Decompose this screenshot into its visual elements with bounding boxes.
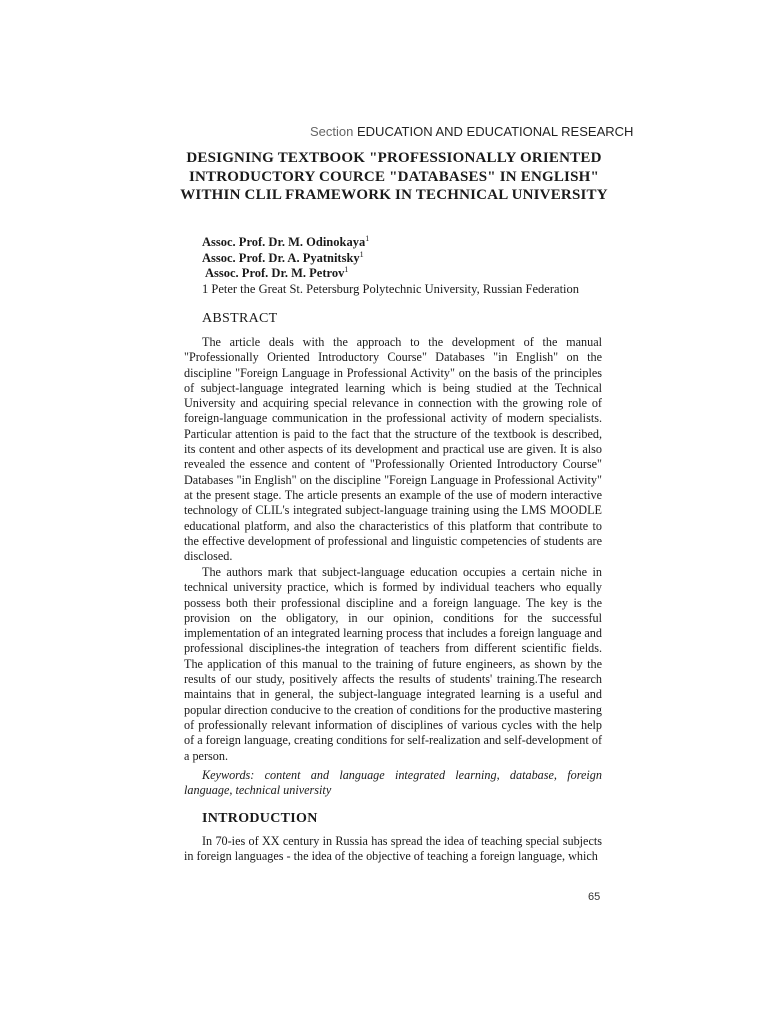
introduction-heading: INTRODUCTION — [202, 811, 318, 826]
author-name: Assoc. Prof. Dr. M. Petrov — [205, 266, 345, 280]
affiliation-mark: 1 — [359, 249, 364, 259]
introduction-paragraph-1 — [184, 834, 602, 873]
affiliation-number: 1 — [202, 281, 209, 296]
abstract-text-1: The article deals with the approach to the development of the manual "Professionally Oriented Introductory Course" Databases "in English" on the discipline "Foreign Language in Professional Activity" on the basis of the principles of subject-language integrated learning which is being studied at the Technical University and acquiring special relevance in connection with the growing role of foreign-language communication in the professional activity of modern specialists. Particular attention is paid to the fact that the structure of the textbook is described, its content and other aspects of its development and practical use are given. It is also revealed the essence and content of "Professionally Oriented Introductory Course" Databases "in English" on the discipline "Foreign Language in Professional Activity" at the present stage. The article presents an example of the use of modern interactive technology of CLIL's integrated subject-language training using the LMS MOODLE educational platform, and also the characteristics of this platform that contribute to the effective development of professional and linguistic competencies of students are disclosed. — [184, 335, 602, 564]
section-header — [310, 124, 634, 139]
keywords-text: Keywords: content and language integrated learning, database, foreign language, technical university — [184, 768, 602, 798]
affiliation-mark: 1 — [344, 264, 349, 274]
author-name: Assoc. Prof. Dr. A. Pyatnitsky — [202, 250, 360, 265]
author-3 — [202, 266, 602, 282]
author-name: Assoc. Prof. Dr. M. Odinokaya — [202, 235, 366, 249]
author-1 — [202, 235, 602, 251]
affiliation-mark: 1 — [365, 233, 370, 243]
page-number: 65 — [588, 891, 601, 903]
section-label: Section — [310, 124, 354, 139]
abstract-paragraph-2 — [184, 565, 602, 772]
section-name: EDUCATION AND EDUCATIONAL RESEARCH — [357, 124, 634, 139]
author-block — [202, 235, 602, 297]
paper-title: DESIGNING TEXTBOOK "PROFESSIONALLY ORIENTED INTRODUCTORY COURCE "DATABASES" IN ENGLISH" WITHIN CLIL FRAMEWORK IN TECHNICAL UNIVERSITY — [180, 150, 608, 203]
introduction-text-1: In 70-ies of XX century in Russia has spread the idea of teaching special subjects in foreign languages - the idea of the objective of teaching a foreign language, which — [184, 834, 602, 864]
keywords — [184, 768, 602, 807]
author-2 — [202, 251, 602, 267]
affiliation-text: Peter the Great St. Petersburg Polytechnic University, Russian Federation — [211, 281, 580, 296]
abstract-heading: ABSTRACT — [202, 311, 278, 326]
abstract-text-2: The authors mark that subject-language education occupies a certain niche in technical university practice, which is formed by individual teachers who equally possess both their professional discipline and a foreign language. The key is the provision on the obligatory, in our opinion, conditions for the successful implementation of an integrated learning process that includes a foreign language and professional disciplines-the integration of teachers from different scientific fields. The application of this manual to the training of future engineers, as shown by the results of our study, positively affects the results of students' training.The research maintains that in general, the subject-language integrated learning is a useful and popular direction conducive to the creation of conditions for the productive mastering of professionally relevant information of disciplines of various cycles with the help of a foreign language, creating conditions for self-realization and self-development of a person. — [184, 565, 602, 763]
abstract-paragraph-1 — [184, 335, 602, 572]
affiliation — [202, 282, 602, 298]
